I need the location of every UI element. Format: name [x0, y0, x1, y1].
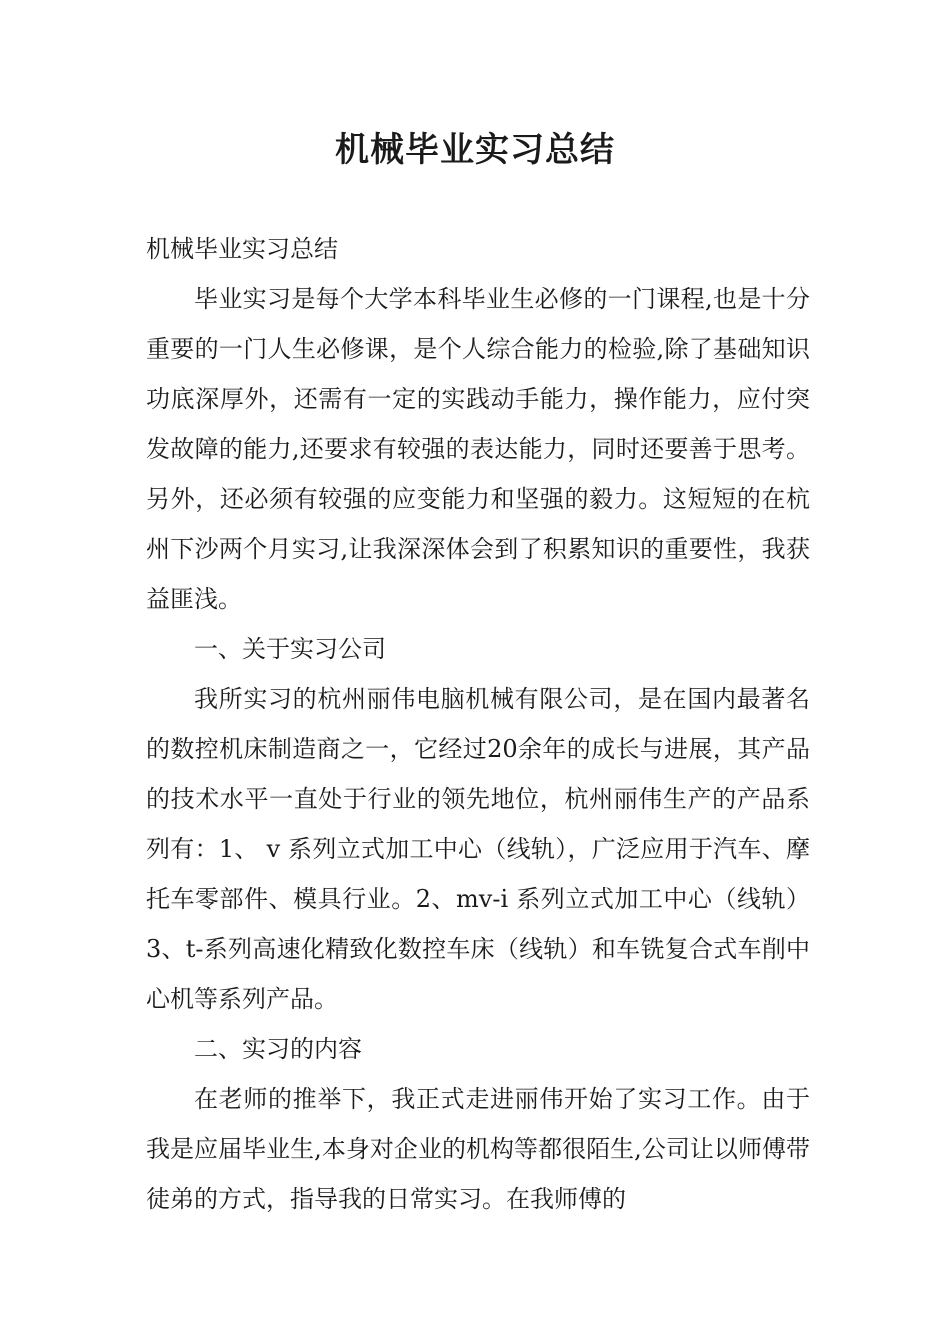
section-heading-company: 一、关于实习公司: [194, 635, 386, 663]
section-heading-content: 二、实习的内容: [194, 1035, 362, 1063]
paragraph-intro: 毕业实习是每个大学本科毕业生必修的一门课程,也是十分重要的一门人生必修课，是个人综合能力的检验,除了基础知识功底深厚外，还需有一定的实践动手能力，操作能力，应付突发故障的能力,还要求有较强的表达能力，同时还要善于思考。另外，还必须有较强的应变能力和坚强的毅力。这短短的在杭州下沙两个月实习,让我深深体会到了积累知识的重要性，我获益匪浅。: [146, 285, 810, 613]
paragraph-content: 在老师的推举下，我正式走进丽伟开始了实习工作。由于我是应届毕业生,本身对企业的机构等都很陌生,公司让以师傅带徒弟的方式，指导我的日常实习。在我师傅的: [146, 1085, 810, 1213]
document-title: 机械毕业实习总结: [335, 130, 615, 170]
paragraph-company: 我所实习的杭州丽伟电脑机械有限公司，是在国内最著名的数控机床制造商之一，它经过20余年的成长与进展，其产品的技术水平一直处于行业的领先地位，杭州丽伟生产的产品系列有：1、 v 系列立式加工中心（线轨），广泛应用于汽车、摩托车零部件、模具行业。2、mv-i 系列立式加工中心（线轨）3、t-系列高速化精致化数控车床（线轨）和车铣复合式车削中心机等系列产品。: [146, 685, 810, 1013]
document-subtitle: 机械毕业实习总结: [146, 235, 338, 263]
document-body: [146, 224, 810, 1224]
